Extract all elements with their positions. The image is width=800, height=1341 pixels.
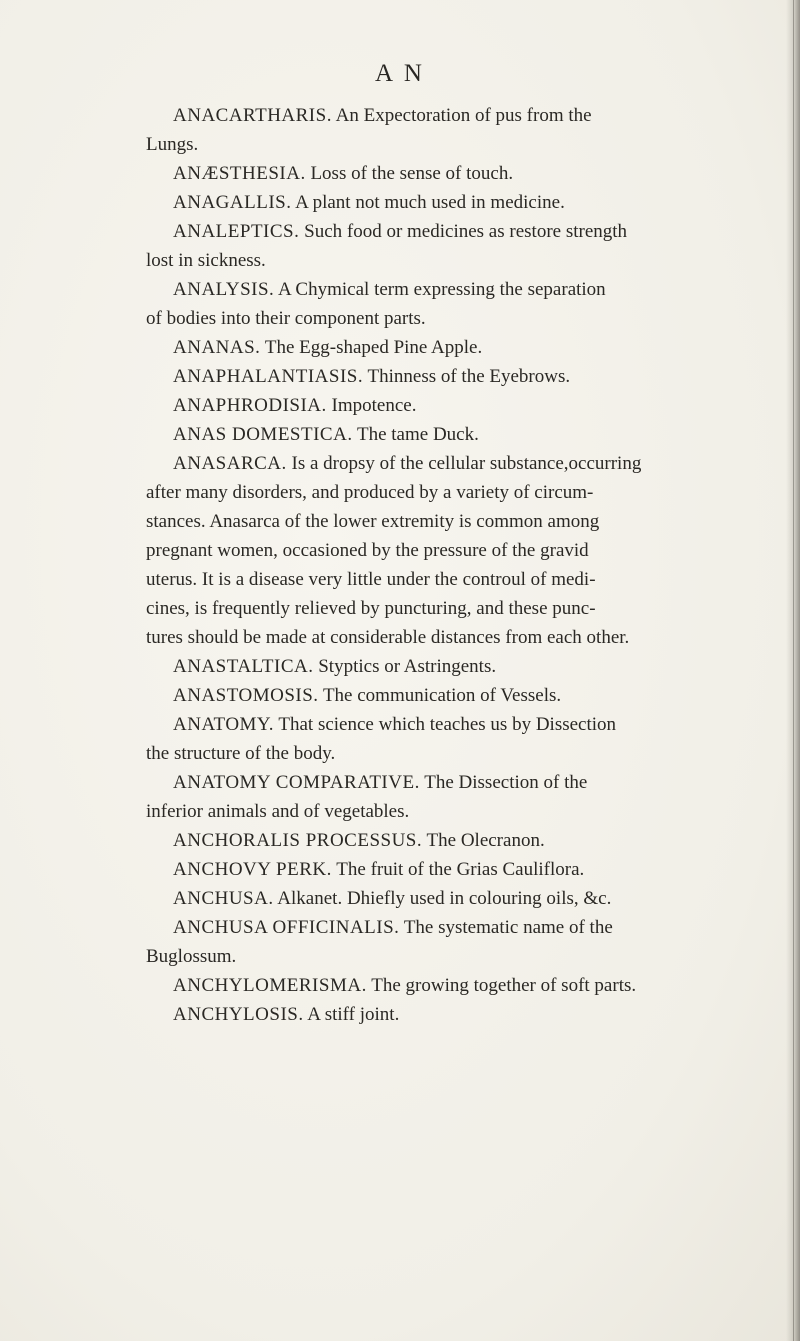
entry-line xyxy=(146,884,786,913)
entry-line xyxy=(146,739,786,768)
entry-text: That science which teaches us by Dissection xyxy=(273,714,617,735)
entry-line xyxy=(146,130,786,159)
page-edge-line xyxy=(793,0,794,1341)
entry-text: Impotence. xyxy=(326,395,417,416)
entry-line xyxy=(146,855,786,884)
entry-line xyxy=(146,275,786,304)
entry-text: uterus. It is a disease very little under the controul of medi- xyxy=(146,569,596,590)
entry-text: The Egg-shaped Pine Apple. xyxy=(260,337,483,358)
entry-term: ANAS DOMESTICA. xyxy=(173,424,353,445)
entry-text: The communication of Vessels. xyxy=(318,685,562,706)
entry-term: ANACARTHARIS. xyxy=(173,105,332,126)
entry-line xyxy=(146,478,786,507)
running-head: A N xyxy=(375,60,425,87)
entry-term: ANCHYLOMERISMA. xyxy=(173,975,367,996)
entry-line xyxy=(146,362,786,391)
entry-term: ANALEPTICS. xyxy=(173,221,300,242)
entry-line xyxy=(146,304,786,333)
entry-term: ANANAS. xyxy=(173,337,261,358)
entry-text: the structure of the body. xyxy=(146,743,336,764)
entry-text: pregnant women, occasioned by the pressure of the gravid xyxy=(146,540,589,561)
entry-term: ANCHUSA OFFICINALIS. xyxy=(173,917,400,938)
entry-text: tures should be made at considerable distances from each other. xyxy=(146,627,630,648)
entry-text: stances. Anasarca of the lower extremity is common among xyxy=(146,511,600,532)
entry-text: An Expectoration of pus from the xyxy=(331,105,592,126)
entry-text: The Olecranon. xyxy=(422,830,545,851)
entry-text: A plant not much used in medicine. xyxy=(291,192,565,213)
entry-text: Lungs. xyxy=(146,134,199,155)
entry-line xyxy=(146,420,786,449)
entry-text: The Dissection of the xyxy=(419,772,588,793)
entry-line xyxy=(146,594,786,623)
entry-line xyxy=(146,159,786,188)
entry-line xyxy=(146,942,786,971)
entry-line xyxy=(146,536,786,565)
entry-text: inferior animals and of vegetables. xyxy=(146,801,410,822)
entry-text: Is a dropsy of the cellular substance,occurring xyxy=(286,453,642,474)
entry-term: ANASTOMOSIS. xyxy=(173,685,319,706)
entry-line xyxy=(146,507,786,536)
entry-text: Alkanet. Dhiefly used in colouring oils, &c. xyxy=(273,888,612,909)
entry-term: ANÆSTHESIA. xyxy=(173,163,306,184)
entry-line xyxy=(146,565,786,594)
entry-text: cines, is frequently relieved by puncturing, and these punc- xyxy=(146,598,596,619)
entry-term: ANCHORALIS PROCESSUS. xyxy=(173,830,423,851)
entry-text: Loss of the sense of touch. xyxy=(305,163,514,184)
entry-term: ANATOMY COMPARATIVE. xyxy=(173,772,420,793)
entry-text: of bodies into their component parts. xyxy=(146,308,426,329)
entry-line xyxy=(146,971,786,1000)
entry-line xyxy=(146,797,786,826)
entry-term: ANCHOVY PERK. xyxy=(173,859,332,880)
entry-term: ANATOMY. xyxy=(173,714,274,735)
entry-text: The fruit of the Grias Cauliflora. xyxy=(331,859,585,880)
entry-term: ANCHYLOSIS. xyxy=(173,1004,304,1025)
entry-term: ANAGALLIS. xyxy=(173,192,292,213)
entry-line xyxy=(146,188,786,217)
entry-text: The systematic name of the xyxy=(399,917,613,938)
entry-text: Such food or medicines as restore strength xyxy=(299,221,628,242)
entry-line xyxy=(146,217,786,246)
entry-term: ANASARCA. xyxy=(173,453,287,474)
entry-text: Buglossum. xyxy=(146,946,237,967)
entry-text: Thinness of the Eyebrows. xyxy=(363,366,571,387)
entry-line xyxy=(146,1000,786,1029)
entry-line xyxy=(146,913,786,942)
entry-line xyxy=(146,101,786,130)
entry-text: lost in sickness. xyxy=(146,250,266,271)
entry-text: A stiff joint. xyxy=(303,1004,400,1025)
entry-text: The growing together of soft parts. xyxy=(366,975,637,996)
entry-term: ANALYSIS. xyxy=(173,279,275,300)
entry-text: after many disorders, and produced by a variety of circum- xyxy=(146,482,594,503)
entry-line xyxy=(146,246,786,275)
entry-line xyxy=(146,652,786,681)
entry-line xyxy=(146,768,786,797)
entry-line xyxy=(146,449,786,478)
entry-term: ANAPHRODISIA. xyxy=(173,395,327,416)
entry-term: ANAPHALANTIASIS. xyxy=(173,366,364,387)
entry-text: The tame Duck. xyxy=(352,424,479,445)
entry-line xyxy=(146,681,786,710)
entry-line xyxy=(146,333,786,362)
entry-term: ANCHUSA. xyxy=(173,888,274,909)
entry-line xyxy=(146,710,786,739)
entry-line xyxy=(146,391,786,420)
entry-line xyxy=(146,623,786,652)
entry-text: A Chymical term expressing the separation xyxy=(274,279,606,300)
dictionary-text-block xyxy=(146,101,786,1029)
entry-term: ANASTALTICA. xyxy=(173,656,314,677)
entry-text: Styptics or Astringents. xyxy=(313,656,497,677)
entry-line xyxy=(146,826,786,855)
